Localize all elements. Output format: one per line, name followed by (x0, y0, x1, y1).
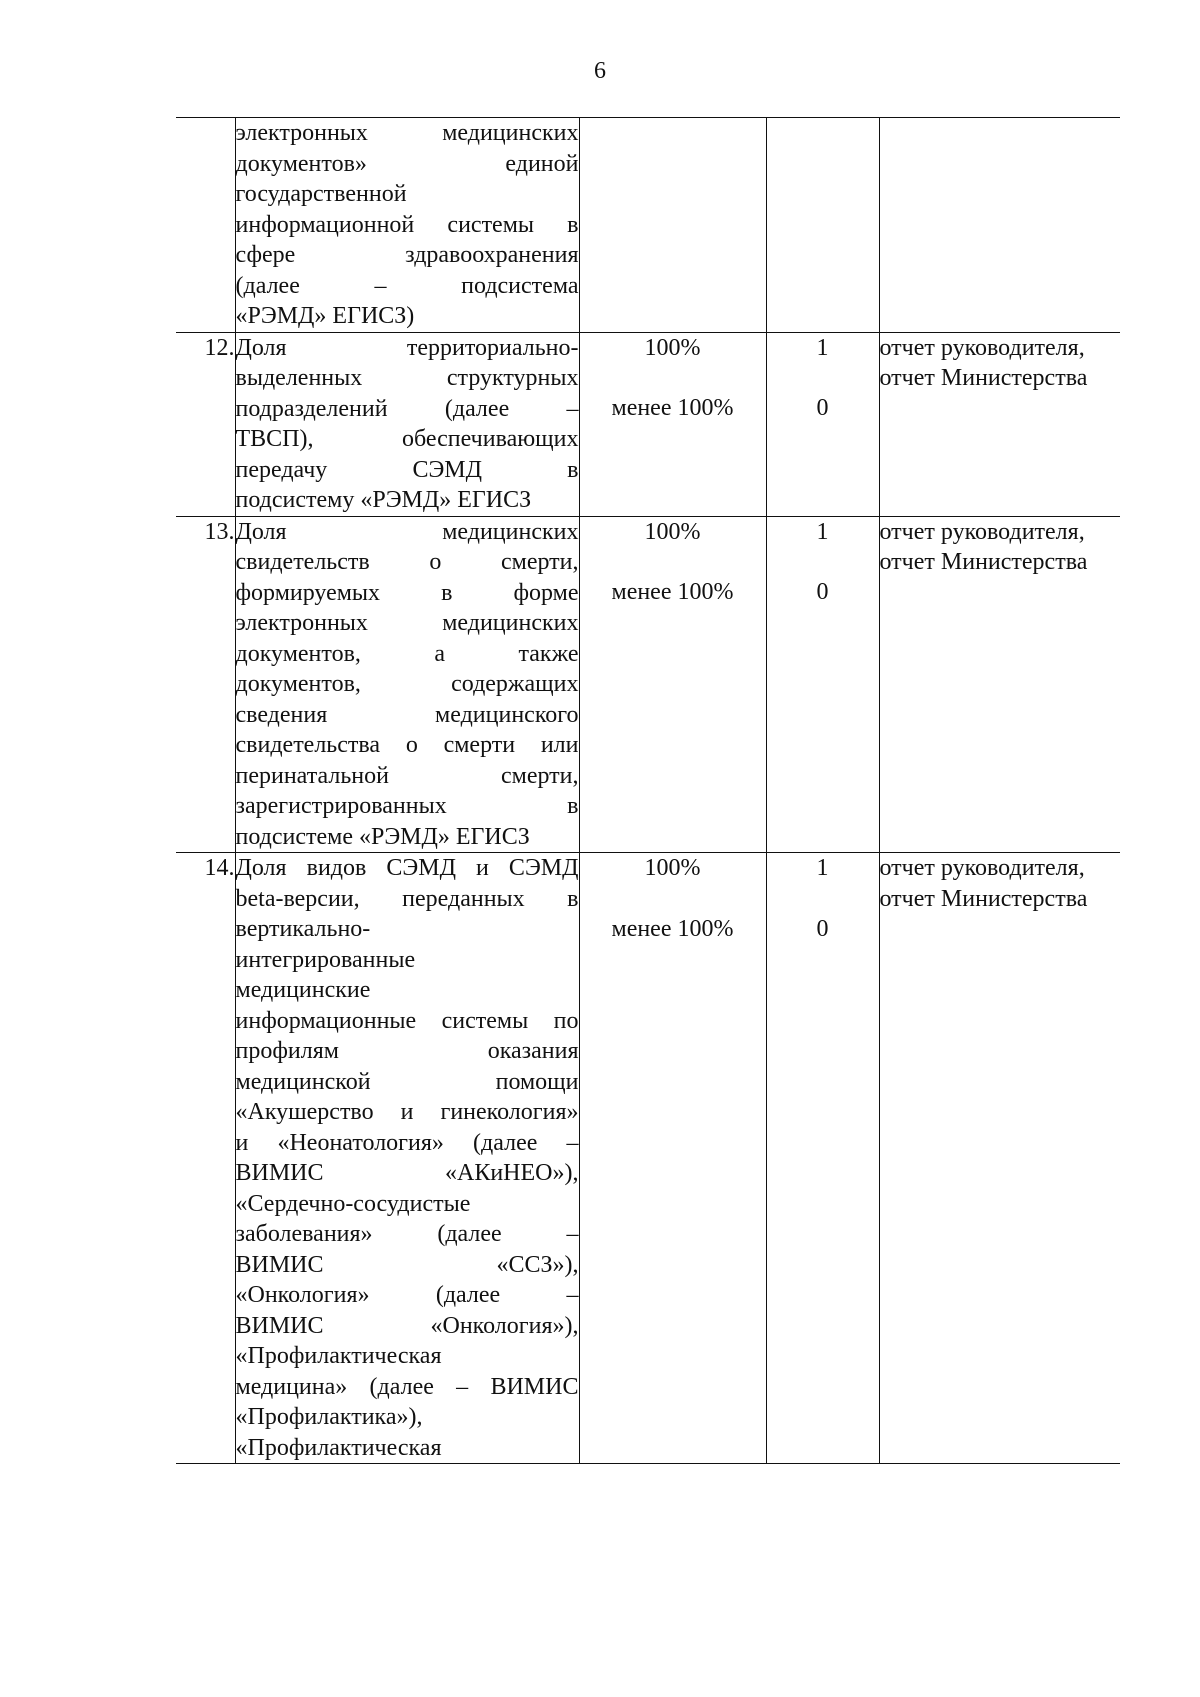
indicator-description (235, 118, 579, 333)
indicator-scores (766, 332, 879, 516)
data-source (879, 118, 1120, 333)
description-line: ВИМИС «ССЗ»), (235, 1251, 579, 1278)
description-line: перинатальной смерти, (235, 762, 579, 789)
indicator-scores (766, 853, 879, 1464)
criteria-table (176, 117, 1120, 1464)
description-line: подсистеме «РЭМД» ЕГИСЗ (235, 823, 530, 850)
indicator-score: 1 (816, 855, 829, 881)
description-line: и «Неонатология» (далее – (235, 1129, 579, 1156)
data-source-line: отчет руководителя, (879, 518, 1085, 545)
table-row (176, 516, 1120, 853)
data-source (879, 853, 1120, 1464)
data-source (879, 332, 1120, 516)
table-row (176, 332, 1120, 516)
description-line: свидетельств о смерти, (235, 549, 579, 575)
row-number: 14. (176, 853, 235, 1464)
description-line: «Сердечно-сосудистые (235, 1190, 471, 1217)
indicator-value: 100% (644, 334, 701, 361)
indicator-score: 0 (816, 915, 829, 942)
description-line: выделенных структурных (235, 365, 579, 391)
description-line: «Профилактическая (235, 1343, 442, 1369)
indicator-description (235, 853, 579, 1464)
table-row (176, 118, 1120, 333)
description-line: передачу СЭМД в (235, 456, 579, 483)
row-number: 12. (176, 332, 235, 516)
indicator-description (235, 516, 579, 853)
criteria-table-body (176, 118, 1120, 1464)
data-source-line: отчет руководителя, (879, 855, 1085, 881)
description-line: документов, а также (235, 640, 579, 667)
data-source-line: отчет Министерства (879, 549, 1088, 575)
description-line: «Профилактика»), (235, 1404, 423, 1430)
description-line: медицинские (235, 977, 371, 1003)
description-line: подсистему «РЭМД» ЕГИСЗ (235, 487, 532, 513)
description-line: «Профилактическая (235, 1434, 442, 1461)
row-number: 13. (176, 516, 235, 853)
description-line: свидетельства о смерти или (235, 732, 579, 758)
description-line: ВИМИС «АКиНЕО»), (235, 1160, 579, 1186)
data-source-line: отчет руководителя, (879, 334, 1085, 361)
indicator-value: 100% (644, 855, 701, 881)
indicator-value: менее 100% (611, 579, 734, 605)
indicator-score: 1 (816, 334, 829, 361)
indicator-values (579, 516, 766, 853)
row-number (176, 118, 235, 333)
indicator-values (579, 853, 766, 1464)
description-line: документов, содержащих (235, 671, 579, 697)
indicator-scores (766, 118, 879, 333)
indicator-score: 1 (816, 518, 829, 545)
indicator-value: менее 100% (611, 915, 734, 942)
description-line: подразделений (далее – (235, 395, 579, 422)
description-line: медицинской помощи (235, 1068, 579, 1095)
description-line: (далее – подсистема (235, 272, 579, 299)
description-line: зарегистрированных в (235, 793, 579, 819)
data-source (879, 516, 1120, 853)
description-line: вертикально- (235, 916, 371, 942)
description-line: государственной (235, 181, 407, 207)
data-source-line: отчет Министерства (879, 365, 1088, 391)
description-line: Доля медицинских (235, 518, 579, 545)
description-line: ТВСП), обеспечивающих (235, 426, 579, 452)
indicator-values (579, 332, 766, 516)
indicator-description (235, 332, 579, 516)
description-line: формируемых в форме (235, 579, 579, 606)
description-line: сфере здравоохранения (235, 242, 579, 268)
description-line: «Онкология» (далее – (235, 1282, 579, 1308)
description-line: «РЭМД» ЕГИСЗ) (235, 303, 415, 329)
indicator-score: 0 (816, 395, 829, 421)
description-line: интегрированные (235, 946, 416, 973)
data-source-line: отчет Министерства (879, 885, 1088, 912)
description-line: электронных медицинских (235, 120, 579, 146)
table-row (176, 853, 1120, 1464)
description-line: Доля территориально- (235, 334, 579, 361)
description-line: медицина» (далее – ВИМИС (235, 1373, 579, 1400)
description-line: сведения медицинского (235, 701, 579, 728)
description-line: профилям оказания (235, 1038, 579, 1064)
indicator-values (579, 118, 766, 333)
description-line: электронных медицинских (235, 610, 579, 636)
description-line: заболевания» (далее – (235, 1221, 579, 1247)
description-line: документов» единой (235, 150, 579, 177)
description-line: информационной системы в (235, 211, 579, 238)
page-number: 6 (594, 58, 606, 84)
description-line: beta-версии, переданных в (235, 885, 579, 912)
description-line: информационные системы по (235, 1007, 579, 1034)
description-line: ВИМИС «Онкология»), (235, 1312, 579, 1339)
description-line: «Акушерство и гинекология» (235, 1099, 579, 1125)
indicator-score: 0 (816, 579, 829, 605)
description-line: Доля видов СЭМД и СЭМД (235, 855, 579, 881)
indicator-value: менее 100% (611, 395, 734, 421)
indicator-scores (766, 516, 879, 853)
indicator-value: 100% (644, 518, 701, 545)
